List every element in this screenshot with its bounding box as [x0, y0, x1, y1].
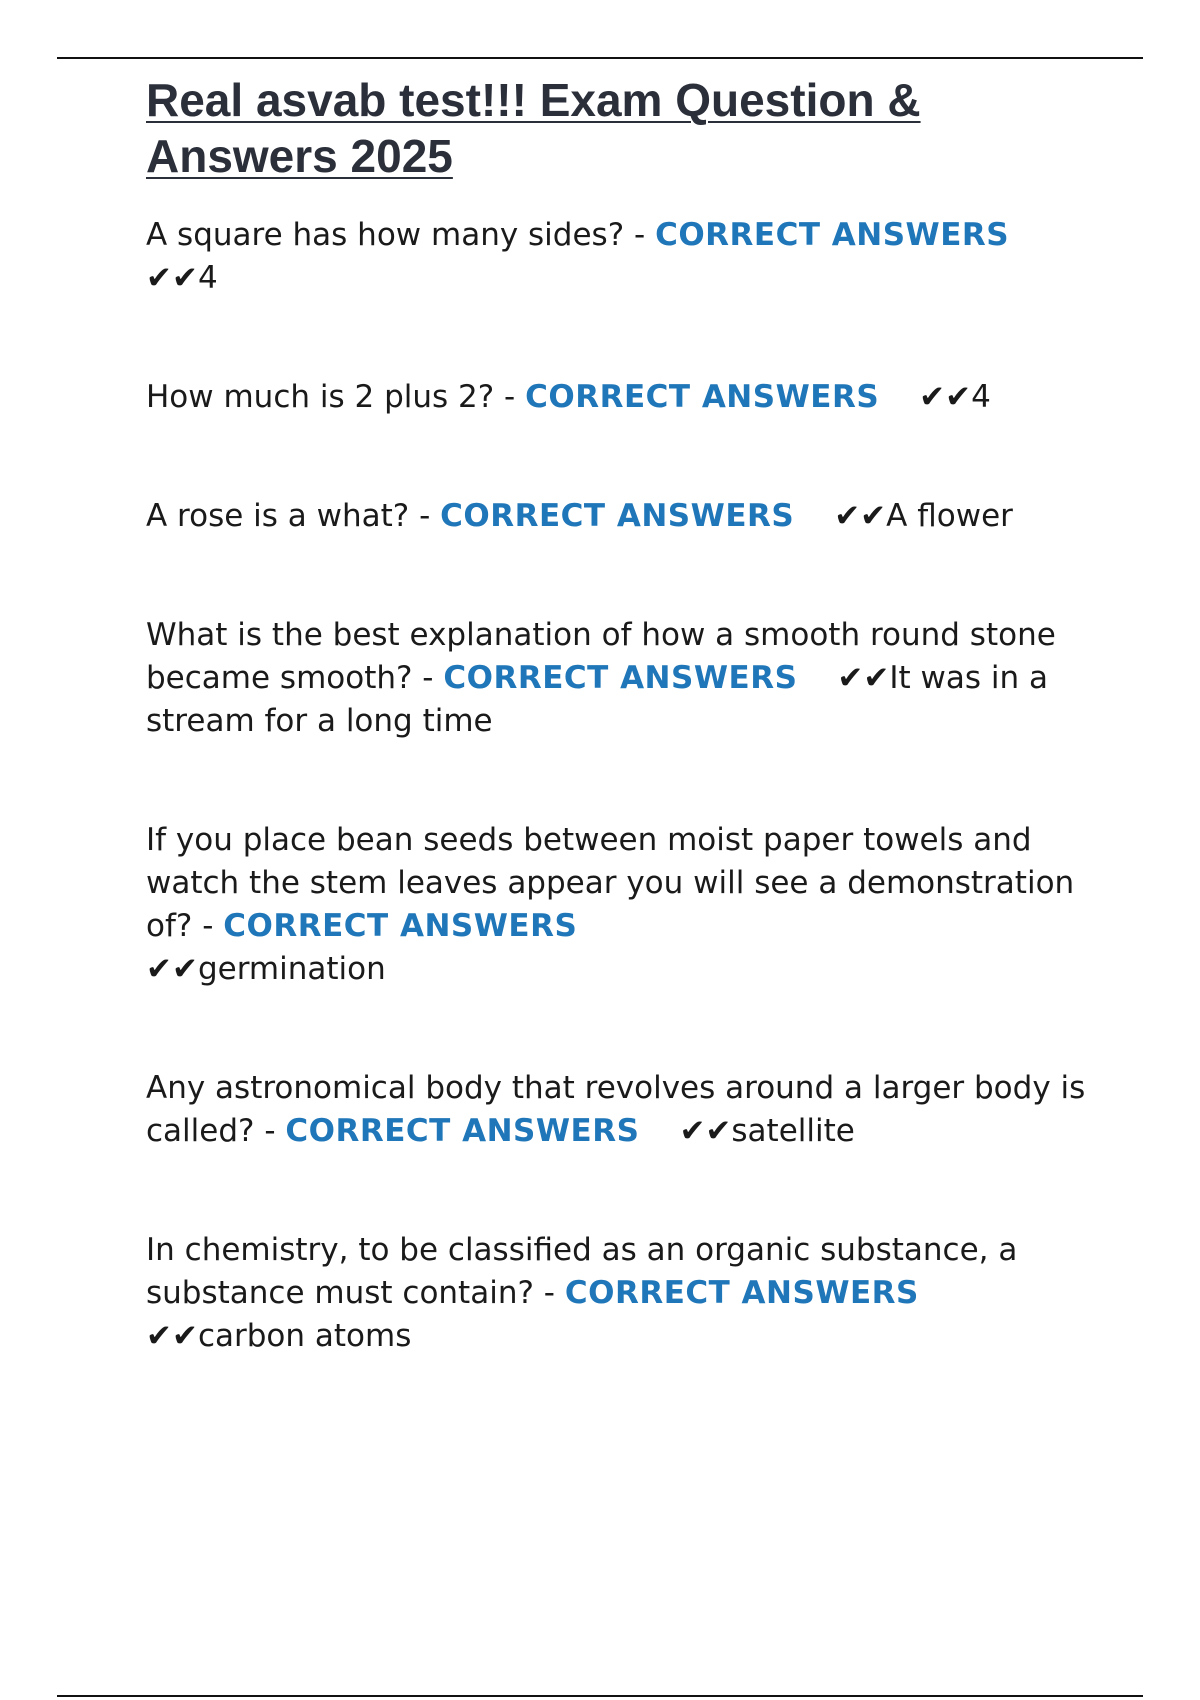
answer-text: It was in a stream for a long time	[146, 660, 1048, 739]
qa-item	[146, 614, 1096, 743]
qa-item	[146, 376, 1096, 419]
check-icon: ✔✔	[919, 379, 972, 415]
document-title: Real asvab test!!! Exam Question & Answers 2025	[146, 74, 921, 182]
question-text: A rose is a what?	[146, 498, 410, 534]
check-icon: ✔✔	[679, 1113, 732, 1149]
question-text: What is the best explanation of how a smooth round stone became smooth?	[146, 617, 1056, 696]
correct-answers-tag: CORRECT ANSWERS	[564, 1275, 919, 1311]
question-text: In chemistry, to be classified as an organic substance, a substance must contain?	[146, 1232, 1018, 1311]
check-icon: ✔✔	[837, 660, 890, 696]
question-text: Any astronomical body that revolves around a larger body is called?	[146, 1070, 1086, 1149]
qa-item	[146, 1229, 1096, 1358]
correct-answers-tag: CORRECT ANSWERS	[223, 908, 578, 944]
question-text: A square has how many sides?	[146, 217, 625, 253]
answer-text: carbon atoms	[197, 1318, 412, 1354]
qa-item	[146, 819, 1096, 991]
separator: -	[533, 1275, 565, 1311]
separator: -	[409, 498, 441, 534]
separator: -	[624, 217, 656, 253]
check-icon: ✔✔	[834, 498, 887, 534]
qa-item	[146, 1067, 1096, 1153]
answer-text: 4	[971, 379, 991, 415]
correct-answers-tag: CORRECT ANSWERS	[440, 498, 795, 534]
document-body	[146, 72, 1096, 1434]
bottom-rule	[57, 1695, 1143, 1697]
correct-answers-tag: CORRECT ANSWERS	[285, 1113, 640, 1149]
separator: -	[192, 908, 224, 944]
correct-answers-tag: CORRECT ANSWERS	[443, 660, 798, 696]
answer-text: satellite	[731, 1113, 855, 1149]
question-text: How much is 2 plus 2?	[146, 379, 495, 415]
top-rule	[57, 57, 1143, 59]
separator: -	[494, 379, 526, 415]
answer-text: germination	[197, 951, 386, 987]
separator: -	[412, 660, 444, 696]
check-icon: ✔✔	[146, 951, 198, 987]
qa-item	[146, 495, 1096, 538]
correct-answers-tag: CORRECT ANSWERS	[655, 217, 1010, 253]
check-icon: ✔✔	[146, 1318, 198, 1354]
answer-text: 4	[197, 260, 218, 296]
answer-text: A flower	[886, 498, 1013, 534]
qa-item	[146, 214, 1096, 300]
separator: -	[254, 1113, 286, 1149]
check-icon: ✔✔	[146, 260, 198, 296]
question-text: If you place bean seeds between moist paper towels and watch the stem leaves appear you will see a demonstration of?	[146, 822, 1075, 944]
correct-answers-tag: CORRECT ANSWERS	[525, 379, 880, 415]
